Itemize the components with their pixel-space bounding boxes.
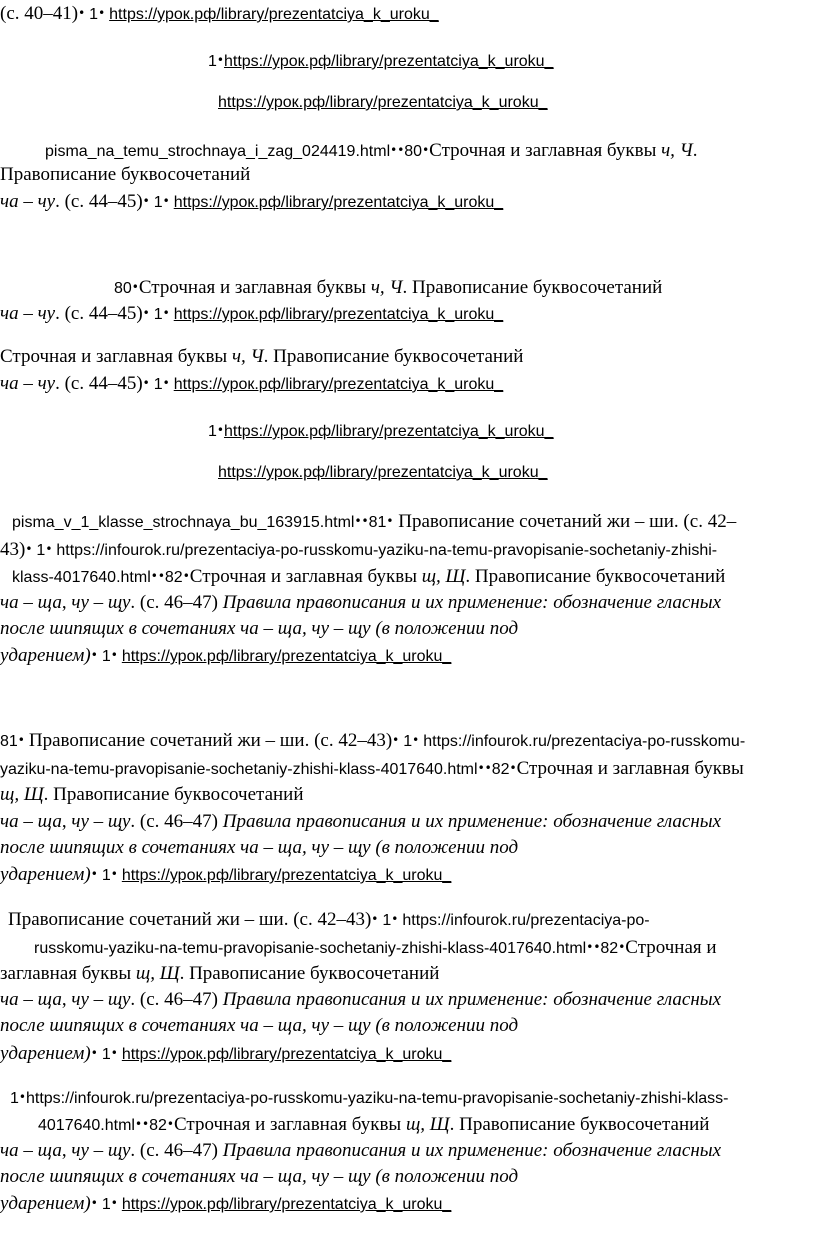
text-line: 80•Строчная и заглавная буквы ч, Ч. Правописание буквосочетаний xyxy=(114,277,663,298)
text-line: ударением)• 1• https://урок.рф/library/prezentatciya_k_uroku_ xyxy=(0,645,452,666)
link[interactable]: https://урок.рф/library/prezentatciya_k_uroku_ xyxy=(218,464,548,481)
link[interactable]: https://урок.рф/library/prezentatciya_k_uroku_ xyxy=(223,53,554,70)
link[interactable]: https://infourok.ru/prezentaciya-po-russkomu-yaziku-na-temu-pravopisanie-sochetaniy-zhishi- xyxy=(56,542,718,559)
link[interactable]: https://урок.рф/library/prezentatciya_k_uroku_ xyxy=(121,1046,452,1063)
text-line: Правописание буквосочетаний xyxy=(0,164,251,185)
text-line: 43)• 1• https://infourok.ru/prezentaciya-po-russkomu-yaziku-na-temu-pravopisanie-sochetaniy-zhishi- xyxy=(0,539,718,560)
link[interactable]: https://урок.рф/library/prezentatciya_k_uroku_ xyxy=(218,94,548,111)
text-line: заглавная буквы щ, Щ. Правописание буквосочетаний xyxy=(0,963,440,984)
link[interactable]: https://урок.рф/library/prezentatciya_k_uroku_ xyxy=(121,867,452,884)
text-line: после шипящих в сочетаниях ча – ща, чу – щу (в положении под xyxy=(0,837,519,858)
text-line: ча – чу. (с. 44–45)• 1• https://урок.рф/library/prezentatciya_k_uroku_ xyxy=(0,303,504,324)
bullet: • xyxy=(78,6,86,20)
bullet: • xyxy=(216,53,224,67)
text-line xyxy=(218,460,547,486)
text-line: ча – ща, чу – щу. (с. 46–47) Правила правописания и их применение: обозначение гласных xyxy=(0,811,722,832)
text-line: ча – ща, чу – щу. (с. 46–47) Правила правописания и их применение: обозначение гласных xyxy=(0,989,722,1010)
text-line: Строчная и заглавная буквы ч, Ч. Правописание буквосочетаний xyxy=(0,346,524,367)
bullet: • xyxy=(98,6,106,20)
link[interactable]: https://урок.рф/library/prezentatciya_k_uroku_ xyxy=(121,1196,452,1213)
text-line: 81• Правописание сочетаний жи – ши. (с. 42–43)• 1• https://infourok.ru/prezentaciya-po-russkomu- xyxy=(0,730,746,751)
text-line: после шипящих в сочетаниях ча – ща, чу – щу (в положении под xyxy=(0,1166,519,1187)
text-line: russkomu-yaziku-na-temu-pravopisanie-sochetaniy-zhishi-klass-4017640.html••82•Строчная и xyxy=(34,937,717,958)
text-line: (с. 40–41)• 1• https://урок.рф/library/prezentatciya_k_uroku_ xyxy=(0,3,439,24)
text-line: после шипящих в сочетаниях ча – ща, чу – щу (в положении под xyxy=(0,618,519,639)
link[interactable]: https://урок.рф/library/prezentatciya_k_uroku_ xyxy=(109,6,439,23)
text-line: щ, Щ. Правописание буквосочетаний xyxy=(0,784,304,805)
link[interactable]: https://урок.рф/library/prezentatciya_k_uroku_ xyxy=(121,648,452,665)
text-line: ударением)• 1• https://урок.рф/library/prezentatciya_k_uroku_ xyxy=(0,1193,452,1214)
link[interactable]: https://урок.рф/library/prezentatciya_k_uroku_ xyxy=(173,306,504,323)
text-line: ча – ща, чу – щу. (с. 46–47) Правила правописания и их применение: обозначение гласных xyxy=(0,592,722,613)
link[interactable]: https://урок.рф/library/prezentatciya_k_uroku_ xyxy=(173,376,504,393)
link[interactable]: https://infourok.ru/prezentaciya-po- xyxy=(402,912,650,929)
link[interactable]: https://infourok.ru/prezentaciya-po-russkomu-yaziku-na-temu-pravopisanie-sochetaniy-zhishi-klass- xyxy=(25,1090,729,1107)
text-line: 1•https://урок.рф/library/prezentatciya_k_uroku_ xyxy=(208,423,554,440)
text-line: ударением)• 1• https://урок.рф/library/prezentatciya_k_uroku_ xyxy=(0,1043,452,1064)
text-line: 1•https://урок.рф/library/prezentatciya_k_uroku_ xyxy=(208,53,554,70)
text-line: ча – чу. (с. 44–45)• 1• https://урок.рф/library/prezentatciya_k_uroku_ xyxy=(0,191,504,212)
text-line: ча – ща, чу – щу. (с. 46–47) Правила правописания и их применение: обозначение гласных xyxy=(0,1140,722,1161)
link[interactable]: https://урок.рф/library/prezentatciya_k_uroku_ xyxy=(173,194,504,211)
text-line: yaziku-na-temu-pravopisanie-sochetaniy-zhishi-klass-4017640.html••82•Строчная и заглавная буквы xyxy=(0,758,744,779)
link[interactable]: https://infourok.ru/prezentaciya-po-russkomu- xyxy=(423,733,746,750)
text-line: 4017640.html••82•Строчная и заглавная буквы щ, Щ. Правописание буквосочетаний xyxy=(38,1114,710,1135)
text-line: pisma_na_temu_strochnaya_i_zag_024419.html••80•Строчная и заглавная буквы ч, Ч. xyxy=(45,140,698,161)
link[interactable]: https://урок.рф/library/prezentatciya_k_uroku_ xyxy=(223,423,554,440)
text-line: Правописание сочетаний жи – ши. (с. 42–43)• 1• https://infourok.ru/prezentaciya-po- xyxy=(8,909,650,930)
text-line: ча – чу. (с. 44–45)• 1• https://урок.рф/library/prezentatciya_k_uroku_ xyxy=(0,373,504,394)
text-line: ударением)• 1• https://урок.рф/library/prezentatciya_k_uroku_ xyxy=(0,864,452,885)
text-line: pisma_v_1_klasse_strochnaya_bu_163915.html••81• Правописание сочетаний жи – ши. (с. 42– xyxy=(12,511,737,532)
text-line: после шипящих в сочетаниях ча – ща, чу – щу (в положении под xyxy=(0,1015,519,1036)
text-line: klass-4017640.html••82•Строчная и заглавная буквы щ, Щ. Правописание буквосочетаний xyxy=(12,566,726,587)
text-line: 1•https://infourok.ru/prezentaciya-po-russkomu-yaziku-na-temu-pravopisanie-sochetaniy-zhishi-klass- xyxy=(10,1090,729,1107)
text-line xyxy=(218,90,547,116)
